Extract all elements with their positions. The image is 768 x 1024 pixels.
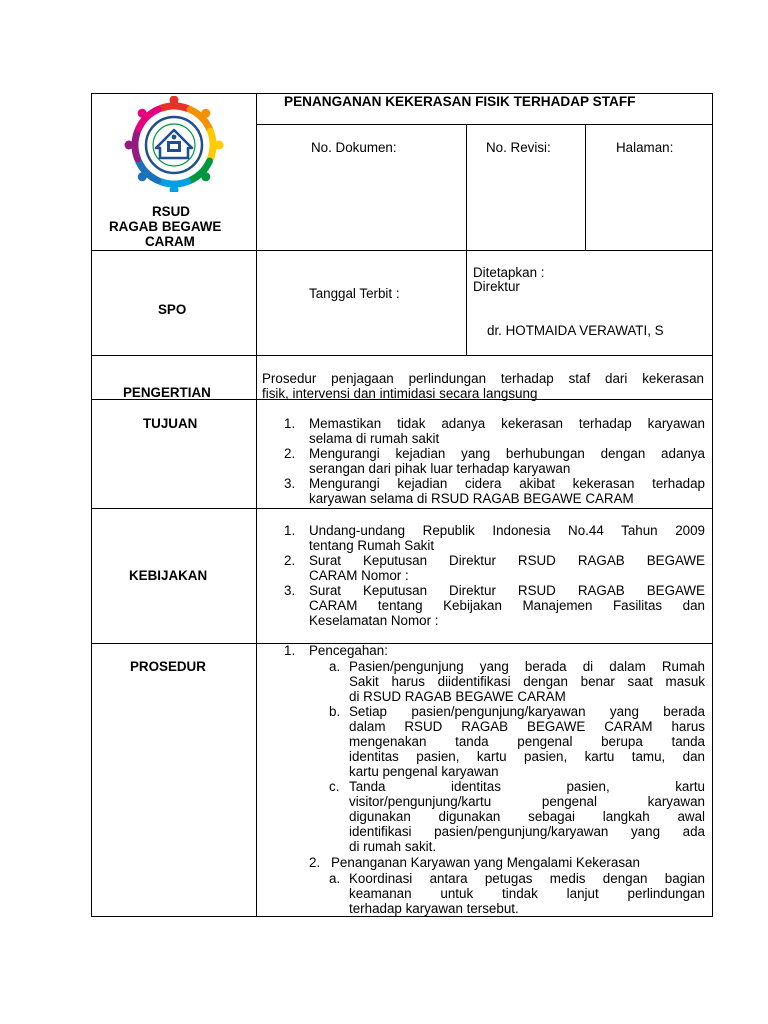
kebijakan-item-line: Surat Keputusan Direktur RSUD RAGAB BEGAWE [309, 583, 705, 598]
rule-title [256, 124, 713, 125]
prosedur-step2-item-number: a. [329, 871, 341, 886]
prosedur-step1-item-line: di RSUD RAGAB BEGAWE CARAM [349, 689, 566, 704]
rule-tujuan [91, 508, 713, 509]
tujuan-item-line: serangan dari pihak luar terhadap karyawan [309, 461, 571, 476]
kebijakan-item-line: tentang Rumah Sakit [309, 538, 435, 553]
rule-spo [91, 355, 713, 356]
prosedur-step1-item-line: visitor/pengunjung/kartu pengenal karyawan [349, 794, 705, 809]
no-revisi-label: No. Revisi: [486, 140, 551, 155]
logo-figure-body [160, 182, 187, 184]
tujuan-item-line: Memastikan tidak adanya kekerasan terhadap karyawan [309, 416, 705, 431]
kebijakan-item-line: CARAM tentang Kebijakan Manajemen Fasilitas dan [309, 598, 705, 613]
prosedur-step1-item-line: identitas pasien, kartu pasien, kartu tamu, dan [349, 749, 705, 764]
tujuan-item-number: 2. [284, 446, 296, 461]
logo-figure-body [211, 131, 213, 158]
direktur-label: Direktur [473, 279, 520, 294]
pengertian-line1: Prosedur penjagaan perlindungan terhadap staf dari kekerasan [262, 371, 704, 386]
kebijakan-item-number: 3. [284, 583, 296, 598]
tujuan-item-line: Mengurangi kejadian yang berhubungan dengan adanya [309, 446, 705, 461]
divider-tanggal-ditetapkan [466, 250, 467, 355]
tujuan-item-line: karyawan selama di RSUD RAGAB BEGAWE CARAM [309, 491, 634, 506]
kebijakan-item-line: Keselamatan Nomor : [309, 613, 439, 628]
kebijakan-item-line: Surat Keputusan Direktur RSUD RAGAB BEGAWE [309, 553, 705, 568]
prosedur-step2-item-line: keamanan untuk tindak lanjut perlindungan [349, 886, 705, 901]
kebijakan-label: KEBIJAKAN [129, 568, 208, 583]
border-left [91, 93, 92, 917]
hospital-name-line3: CARAM [145, 234, 195, 249]
tujuan-item-line: Mengurangi kejadian cidera akibat kekerasan terhadap [309, 476, 705, 491]
prosedur-step2-title: Penanganan Karyawan yang Mengalami Kekerasan [331, 855, 640, 870]
prosedur-step1-title: Pencegahan: [309, 643, 388, 658]
kebijakan-item-line: CARAM Nomor : [309, 568, 409, 583]
pengertian-line2: fisik, intervensi dan intimidasi secara langsung [262, 386, 538, 401]
pengertian-label: PENGERTIAN [123, 385, 211, 400]
spo-label: SPO [158, 302, 187, 317]
prosedur-step1-item-number: a. [329, 659, 341, 674]
border-bottom [91, 916, 713, 917]
rule-header [91, 250, 713, 251]
tanggal-terbit-label: Tanggal Terbit : [309, 286, 400, 301]
halaman-label: Halaman: [616, 140, 674, 155]
kebijakan-item-line: Undang-undang Republik Indonesia No.44 Tahun 2009 [309, 523, 705, 538]
prosedur-step1-item-line: Setiap pasien/pengunjung/karyawan yang berada [349, 704, 705, 719]
divider-dokumen-revisi [466, 124, 467, 250]
prosedur-step1-item-line: identifikasi pasien/pengunjung/karyawan yang ada [349, 824, 705, 839]
hospital-name-line1: RSUD [152, 204, 190, 219]
prosedur-step2-number: 2. [309, 855, 321, 870]
ditetapkan-label: Ditetapkan : [473, 265, 545, 280]
divider-revisi-halaman [585, 124, 586, 250]
rule-kebijakan [91, 643, 713, 644]
prosedur-step1-number: 1. [284, 643, 296, 658]
kebijakan-item-number: 2. [284, 553, 296, 568]
prosedur-step2-item-line: Koordinasi antara petugas medis dengan bagian [349, 871, 705, 886]
logo-figure-body [160, 106, 187, 108]
prosedur-step1-item-line: di rumah sakit. [349, 839, 437, 854]
prosedur-step1-item-line: Tanda identitas pasien, kartu [349, 779, 705, 794]
tujuan-label: TUJUAN [143, 416, 198, 431]
tujuan-item-number: 3. [284, 476, 296, 491]
column-divider [256, 93, 257, 917]
logo-figure-body [135, 131, 137, 158]
prosedur-step1-item-line: digunakan digunakan sebagai langkah awal [349, 809, 705, 824]
prosedur-step1-item-line: kartu pengenal karyawan [349, 764, 499, 779]
tujuan-item-line: selama di rumah sakit [309, 431, 440, 446]
hospital-name-line2: RAGAB BEGAWE [109, 219, 222, 234]
prosedur-step1-item-line: dalam RSUD RAGAB BEGAWE CARAM harus [349, 719, 705, 734]
prosedur-step1-item-number: b. [329, 704, 341, 719]
hospital-logo [123, 96, 225, 192]
kebijakan-item-number: 1. [284, 523, 296, 538]
prosedur-label: PROSEDUR [130, 659, 206, 674]
spo-document [91, 93, 713, 917]
prosedur-step1-item-line: mengenakan tanda pengenal berupa tanda [349, 734, 705, 749]
prosedur-step1-item-line: Sakit harus diidentifikasi dengan benar saat masuk [349, 674, 705, 689]
border-right [712, 93, 713, 917]
prosedur-step1-item-number: c. [329, 779, 340, 794]
no-dokumen-label: No. Dokumen: [311, 140, 397, 155]
prosedur-step2-item-line: terhadap karyawan tersebut. [349, 901, 519, 916]
tujuan-item-number: 1. [284, 416, 296, 431]
prosedur-step1-item-line: Pasien/pengunjung yang berada di dalam Rumah [349, 659, 705, 674]
director-name: dr. HOTMAIDA VERAWATI, S [487, 323, 664, 338]
document-title: PENANGANAN KEKERASAN FISIK TERHADAP STAFF [284, 94, 636, 109]
